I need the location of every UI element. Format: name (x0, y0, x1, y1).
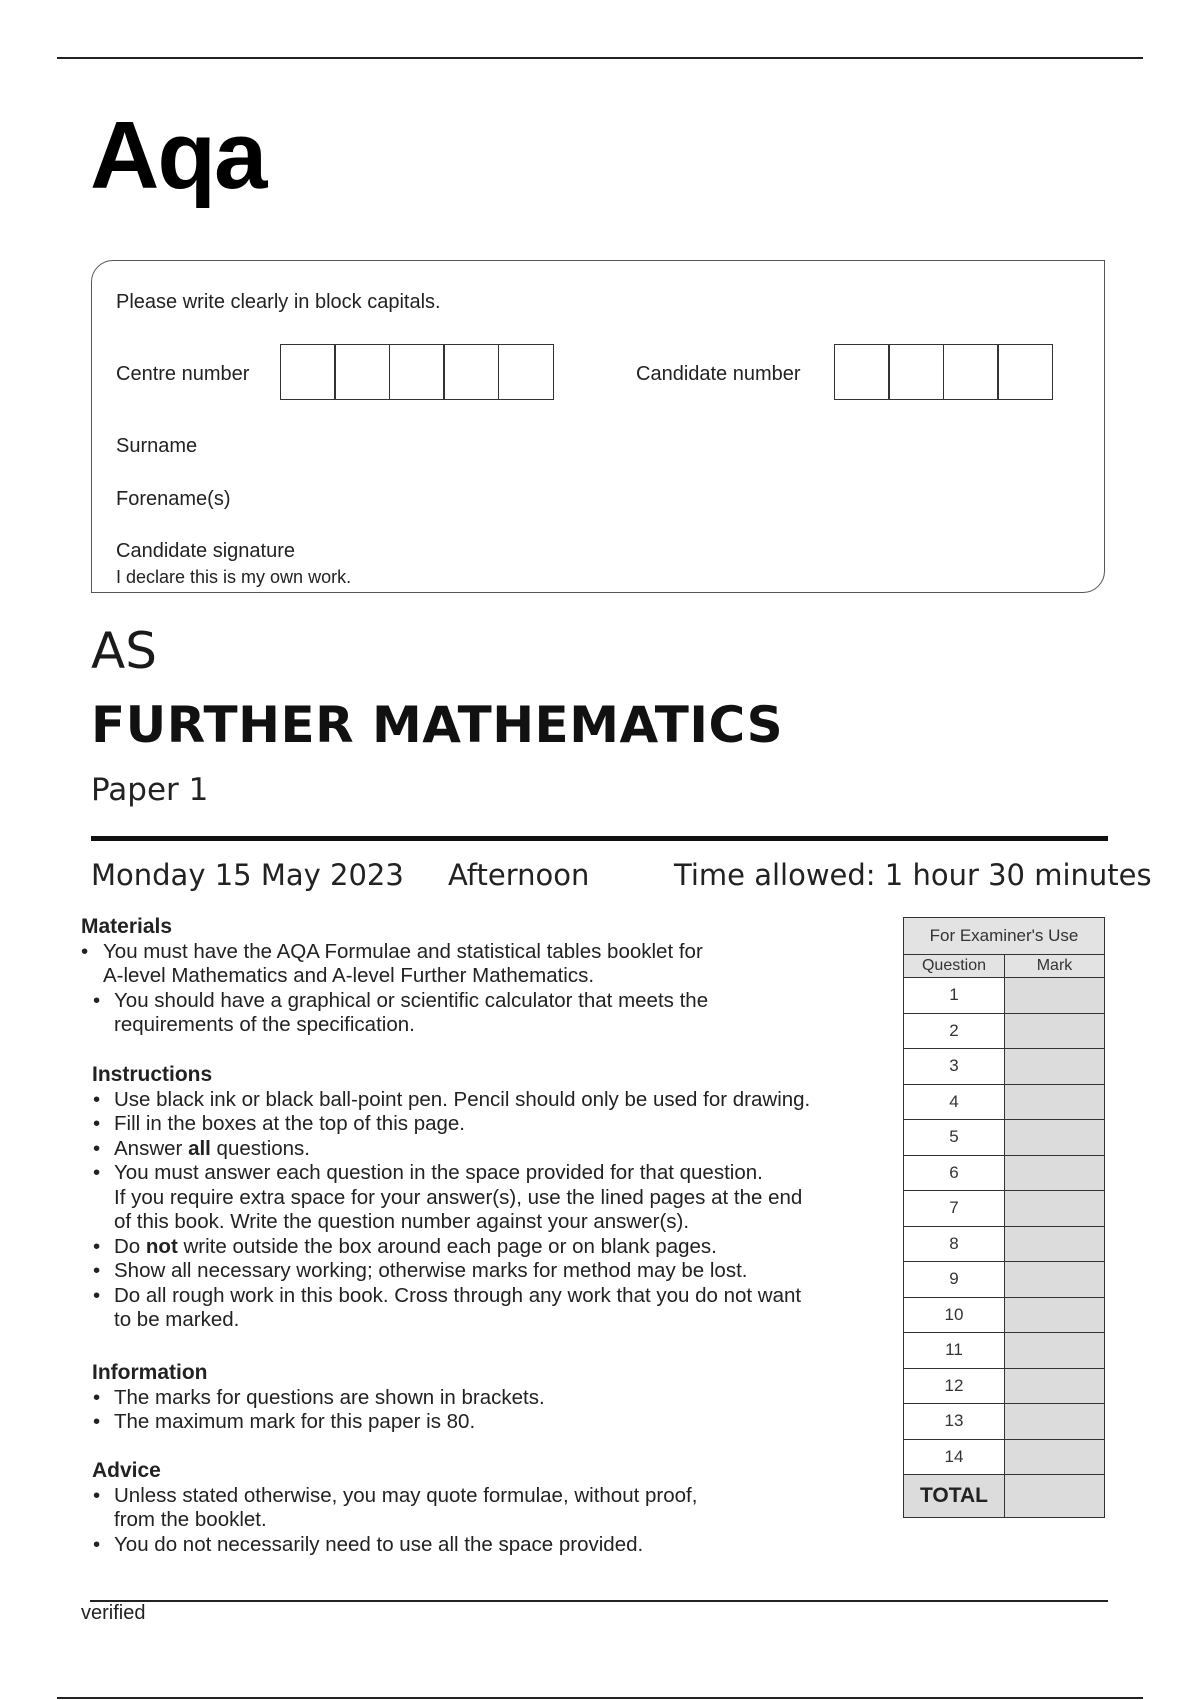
block-capitals-instruction: Please write clearly in block capitals. (116, 291, 441, 313)
examiner-table-row (904, 978, 1105, 1014)
exam-date: Monday 15 May 2023 (91, 858, 404, 892)
time-allowed: Time allowed: 1 hour 30 minutes (674, 858, 1152, 892)
advice-section (81, 1459, 881, 1557)
mark-cell (1005, 1297, 1105, 1333)
examiner-table-title: For Examiner's Use (904, 918, 1105, 955)
question-number-cell: 8 (904, 1226, 1005, 1262)
information-section (81, 1361, 881, 1435)
question-number-cell: 3 (904, 1049, 1005, 1085)
candidate-digit-box[interactable] (834, 344, 890, 400)
examiner-table-row (904, 1120, 1105, 1156)
materials-item: • You should have a graphical or scientific calculator that meets the requirements of the specification. (81, 989, 881, 1038)
paper-number: Paper 1 (91, 772, 209, 808)
centre-digit-box[interactable] (389, 344, 445, 400)
advice-heading: Advice (92, 1459, 161, 1482)
candidate-digit-box[interactable] (943, 344, 999, 400)
examiner-use-table (903, 917, 1105, 1518)
materials-heading: Materials (81, 915, 173, 938)
exam-subject: FURTHER MATHEMATICS (91, 696, 784, 754)
examiner-table-row (904, 1084, 1105, 1120)
signature-label: Candidate signature (116, 540, 296, 562)
surname-label: Surname (116, 435, 198, 457)
mark-cell (1005, 1084, 1105, 1120)
examiner-table-row (904, 1297, 1105, 1333)
question-number-cell: 2 (904, 1013, 1005, 1049)
mark-cell (1005, 1013, 1105, 1049)
instruction-item: • You must answer each question in the space provided for that question. If you require extra space for your answer(s), use the lined pages at the end of this book. Write the question number against your answer(s). (81, 1161, 881, 1235)
question-column-header: Question (904, 955, 1005, 978)
examiner-table-row (904, 1439, 1105, 1475)
examiner-table-row (904, 1404, 1105, 1440)
materials-section (81, 915, 881, 1038)
instruction-item: • Fill in the boxes at the top of this page. (81, 1112, 881, 1137)
instructions-heading: Instructions (92, 1063, 213, 1086)
question-number-cell: 12 (904, 1368, 1005, 1404)
question-number-cell: 13 (904, 1404, 1005, 1440)
question-number-cell: 10 (904, 1297, 1005, 1333)
exam-level: AS (91, 622, 157, 680)
footer-text: verified (81, 1602, 146, 1624)
centre-number-label: Centre number (116, 363, 250, 385)
mark-cell (1005, 1191, 1105, 1227)
question-number-cell: 4 (904, 1084, 1005, 1120)
top-rule (57, 57, 1143, 59)
total-mark-cell (1005, 1475, 1105, 1518)
advice-item: • You do not necessarily need to use all the space provided. (81, 1533, 881, 1558)
instruction-item: • Use black ink or black ball-point pen. Pencil should only be used for drawing. (81, 1088, 881, 1113)
centre-digit-box[interactable] (443, 344, 499, 400)
information-item: • The marks for questions are shown in brackets. (81, 1386, 881, 1411)
mark-cell (1005, 1333, 1105, 1369)
advice-item: • Unless stated otherwise, you may quote formulae, without proof, from the booklet. (81, 1484, 881, 1533)
mark-cell (1005, 1262, 1105, 1298)
instruction-item: • Show all necessary working; otherwise marks for method may be lost. (81, 1259, 881, 1284)
bottom-rule (57, 1697, 1143, 1699)
footer-rule (90, 1600, 1108, 1602)
examiner-table-row (904, 1155, 1105, 1191)
instruction-item: • Do all rough work in this book. Cross through any work that you do not want to be marked. (81, 1284, 881, 1333)
mark-cell (1005, 1049, 1105, 1085)
question-number-cell: 5 (904, 1120, 1005, 1156)
candidate-digit-box[interactable] (997, 344, 1053, 400)
candidate-digit-box[interactable] (888, 344, 944, 400)
question-number-cell: 9 (904, 1262, 1005, 1298)
centre-digit-box[interactable] (498, 344, 554, 400)
examiner-table-row (904, 1049, 1105, 1085)
candidate-number-boxes (835, 344, 1053, 400)
instructions-section (81, 1063, 881, 1333)
centre-digit-box[interactable] (334, 344, 390, 400)
mark-cell (1005, 1120, 1105, 1156)
title-divider (91, 836, 1108, 841)
information-heading: Information (92, 1361, 208, 1384)
examiner-table-row (904, 1226, 1105, 1262)
instruction-item: • Answer all questions. (81, 1137, 881, 1162)
mark-column-header: Mark (1005, 955, 1105, 978)
total-label: TOTAL (904, 1475, 1005, 1518)
examiner-table-row (904, 1191, 1105, 1227)
examiner-table-row (904, 1262, 1105, 1298)
examiner-table-row (904, 1333, 1105, 1369)
instruction-item: • Do not write outside the box around each page or on blank pages. (81, 1235, 881, 1260)
mark-cell (1005, 1439, 1105, 1475)
materials-item: • You must have the AQA Formulae and statistical tables booklet for A-level Mathematics and A-level Further Mathematics. (81, 940, 881, 989)
mark-cell (1005, 978, 1105, 1014)
exam-session: Afternoon (448, 858, 590, 892)
question-number-cell: 14 (904, 1439, 1005, 1475)
mark-cell (1005, 1226, 1105, 1262)
mark-cell (1005, 1404, 1105, 1440)
question-number-cell: 6 (904, 1155, 1005, 1191)
centre-number-boxes (281, 344, 554, 400)
question-number-cell: 11 (904, 1333, 1005, 1369)
declaration-text: I declare this is my own work. (116, 567, 352, 587)
examiner-table-row (904, 1368, 1105, 1404)
question-number-cell: 7 (904, 1191, 1005, 1227)
examiner-table-row (904, 1013, 1105, 1049)
mark-cell (1005, 1368, 1105, 1404)
centre-digit-box[interactable] (280, 344, 336, 400)
candidate-number-label: Candidate number (636, 363, 801, 385)
forename-label: Forename(s) (116, 488, 231, 510)
question-number-cell: 1 (904, 978, 1005, 1014)
mark-cell (1005, 1155, 1105, 1191)
information-item: • The maximum mark for this paper is 80. (81, 1410, 881, 1435)
aqa-logo: Aqa (90, 102, 266, 209)
candidate-details-box (91, 260, 1105, 593)
